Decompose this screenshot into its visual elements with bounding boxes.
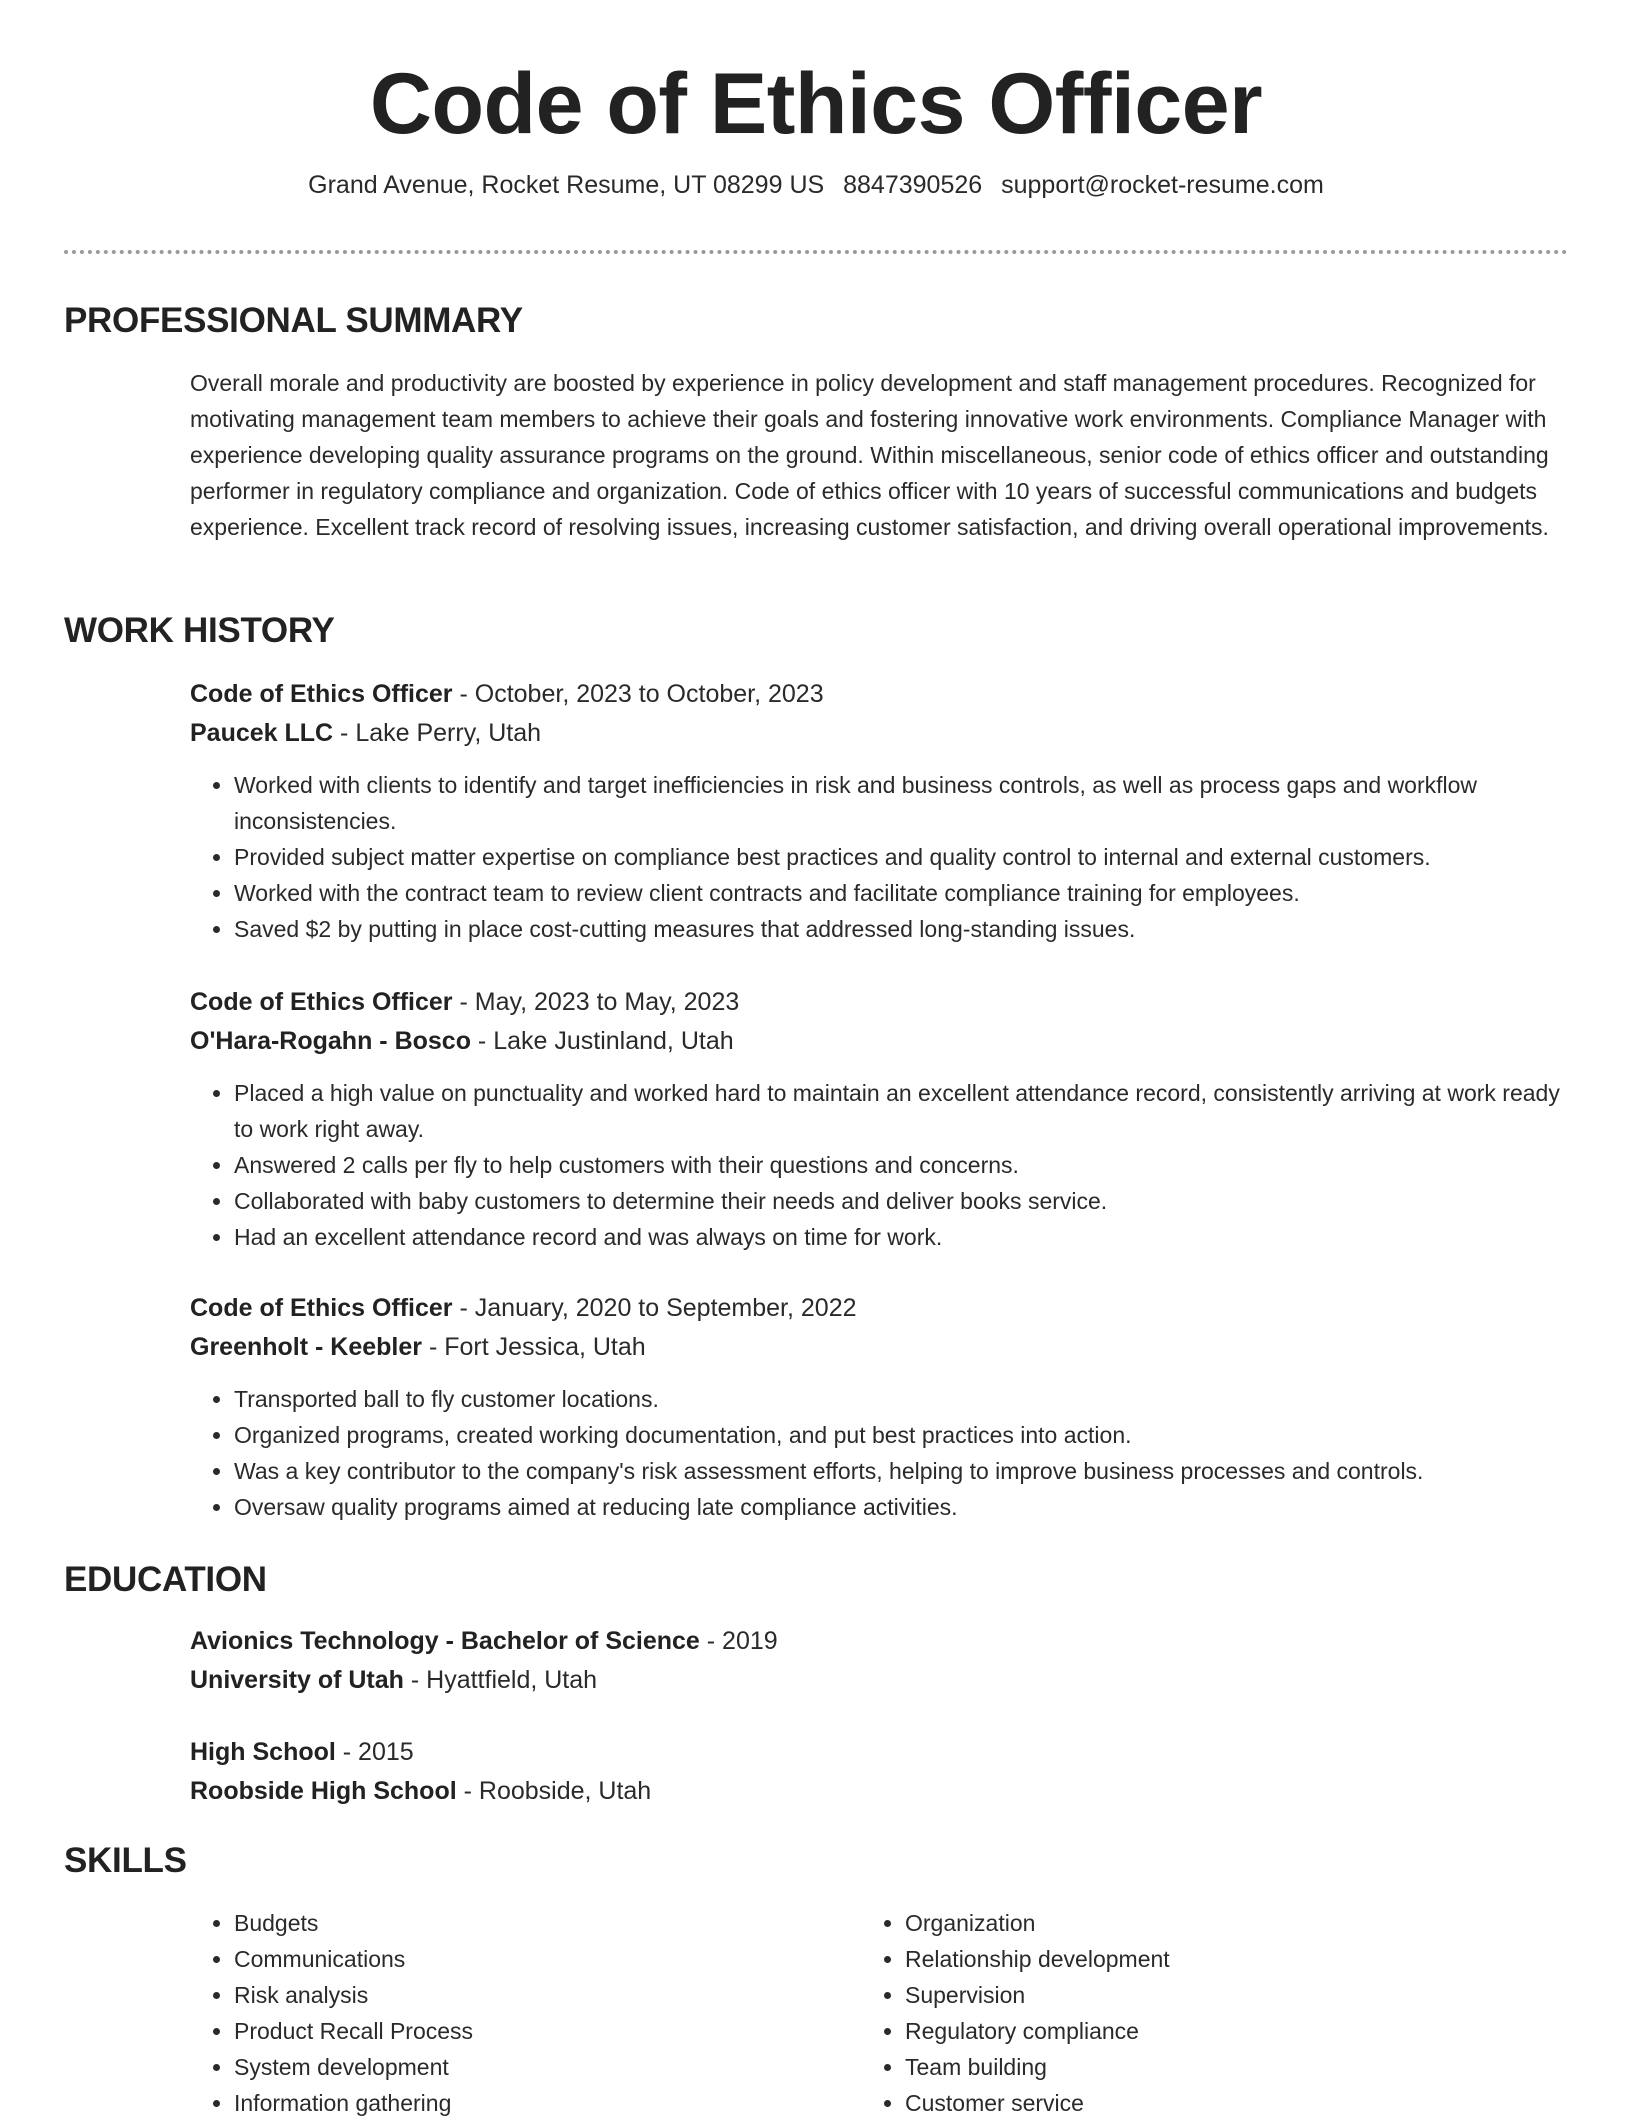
job-dates: - January, 2020 to September, 2022 xyxy=(452,1294,857,1322)
job-bullet: • Answered 2 calls per fly to help customers with their questions and concerns. xyxy=(234,1147,1568,1183)
education-degree-line xyxy=(190,1622,1568,1661)
job-bullets xyxy=(190,767,1568,947)
skill-item: • System development xyxy=(234,2049,826,2085)
skills-heading: SKILLS xyxy=(64,1841,187,1880)
job-role: Code of Ethics Officer xyxy=(190,680,453,708)
education-school: University of Utah xyxy=(190,1666,404,1694)
education-school: Roobside High School xyxy=(190,1777,457,1805)
skill-item: • Regulatory compliance xyxy=(905,2013,1462,2049)
summary-text: Overall morale and productivity are boosted by experience in policy development and staff management procedures. Recognized for motivating management team members to achieve their goals and fostering innovative work environments. Compliance Manager with experience developing quality assurance programs on the ground. Within miscellaneous, senior code of ethics officer and outstanding performer in regulatory compliance and organization. Code of ethics officer with 10 years of successful communications and budgets experience. Excellent track record of resolving issues, increasing customer satisfaction, and driving overall operational improvements. xyxy=(190,370,1549,540)
job-entry xyxy=(190,675,1568,947)
job-company: O'Hara-Rogahn - Bosco xyxy=(190,1027,471,1055)
skill-item: • Relationship development xyxy=(905,1941,1462,1977)
resume-name: Code of Ethics Officer xyxy=(369,56,1263,152)
job-bullet: • Collaborated with baby customers to determine their needs and deliver books service. xyxy=(234,1183,1568,1219)
job-dates: - October, 2023 to October, 2023 xyxy=(452,680,824,708)
job-company-line xyxy=(190,714,1568,753)
job-bullet: • Transported ball to fly customer locations. xyxy=(234,1381,1568,1417)
header-divider xyxy=(64,250,1568,254)
job-bullet: • Saved $2 by putting in place cost-cutting measures that addressed long-standing issues. xyxy=(234,911,1568,947)
contact-email[interactable]: support@rocket-resume.com xyxy=(1001,171,1324,199)
job-bullet: • Had an excellent attendance record and was always on time for work. xyxy=(234,1219,1568,1255)
education-heading: EDUCATION xyxy=(64,1560,267,1599)
skills-section xyxy=(190,1905,1568,2121)
job-role: Code of Ethics Officer xyxy=(190,988,453,1016)
education-year: - 2019 xyxy=(699,1627,778,1655)
education-location: - Roobside, Utah xyxy=(456,1777,652,1805)
job-location: - Fort Jessica, Utah xyxy=(422,1333,646,1361)
education-location: - Hyattfield, Utah xyxy=(403,1666,598,1694)
contact-line xyxy=(64,168,1568,202)
job-bullet: • Provided subject matter expertise on compliance best practices and quality control to internal and external customers. xyxy=(234,839,1568,875)
education-entry xyxy=(190,1622,1568,1700)
job-bullet: • Was a key contributor to the company's risk assessment efforts, helping to improve business processes and controls. xyxy=(234,1453,1568,1489)
job-company-line xyxy=(190,1022,1568,1061)
job-dates: - May, 2023 to May, 2023 xyxy=(452,988,740,1016)
skill-item: • Product Recall Process xyxy=(234,2013,826,2049)
resume-page xyxy=(64,0,1568,2116)
job-bullets xyxy=(190,1381,1568,1525)
summary-heading: PROFESSIONAL SUMMARY xyxy=(64,301,523,340)
skills-list-left xyxy=(190,1905,826,2121)
education-degree: Avionics Technology - Bachelor of Science xyxy=(190,1627,700,1655)
job-title-line xyxy=(190,983,1568,1022)
work-history-heading: WORK HISTORY xyxy=(64,611,335,650)
job-company: Paucek LLC xyxy=(190,719,334,747)
skills-list-right xyxy=(826,1905,1462,2121)
skill-item: • Communications xyxy=(234,1941,826,1977)
skill-item: • Organization xyxy=(905,1905,1462,1941)
summary-section xyxy=(190,365,1568,545)
job-bullet: • Placed a high value on punctuality and worked hard to maintain an excellent attendance record, consistently arriving at work ready to work right away. xyxy=(234,1075,1568,1147)
education-school-line xyxy=(190,1772,1568,1811)
job-entry xyxy=(190,983,1568,1255)
job-role: Code of Ethics Officer xyxy=(190,1294,453,1322)
job-bullet: • Worked with the contract team to review client contracts and facilitate compliance training for employees. xyxy=(234,875,1568,911)
job-entry xyxy=(190,1289,1568,1525)
education-degree: High School xyxy=(190,1738,336,1766)
job-company: Greenholt - Keebler xyxy=(190,1333,422,1361)
contact-phone: 8847390526 xyxy=(843,171,983,199)
skill-item: • Supervision xyxy=(905,1977,1462,2013)
job-title-line xyxy=(190,675,1568,714)
job-location: - Lake Perry, Utah xyxy=(333,719,542,747)
education-entry xyxy=(190,1733,1568,1811)
job-bullets xyxy=(190,1075,1568,1255)
job-bullet: • Oversaw quality programs aimed at reducing late compliance activities. xyxy=(234,1489,1568,1525)
education-school-line xyxy=(190,1661,1568,1700)
job-location: - Lake Justinland, Utah xyxy=(470,1027,734,1055)
skills-columns xyxy=(190,1905,1568,2121)
job-title-line xyxy=(190,1289,1568,1328)
job-bullet: • Worked with clients to identify and target inefficiencies in risk and business controls, as well as process gaps and workflow inconsistencies. xyxy=(234,767,1568,839)
skill-item: • Risk analysis xyxy=(234,1977,826,2013)
education-degree-line xyxy=(190,1733,1568,1772)
contact-address: Grand Avenue, Rocket Resume, UT 08299 US xyxy=(308,171,825,199)
skill-item: • Budgets xyxy=(234,1905,826,1941)
job-bullet: • Organized programs, created working documentation, and put best practices into action. xyxy=(234,1417,1568,1453)
skill-item: • Customer service xyxy=(905,2085,1462,2121)
skill-item: • Team building xyxy=(905,2049,1462,2085)
education-year: - 2015 xyxy=(335,1738,414,1766)
job-company-line xyxy=(190,1328,1568,1367)
skill-item: • Information gathering xyxy=(234,2085,826,2121)
